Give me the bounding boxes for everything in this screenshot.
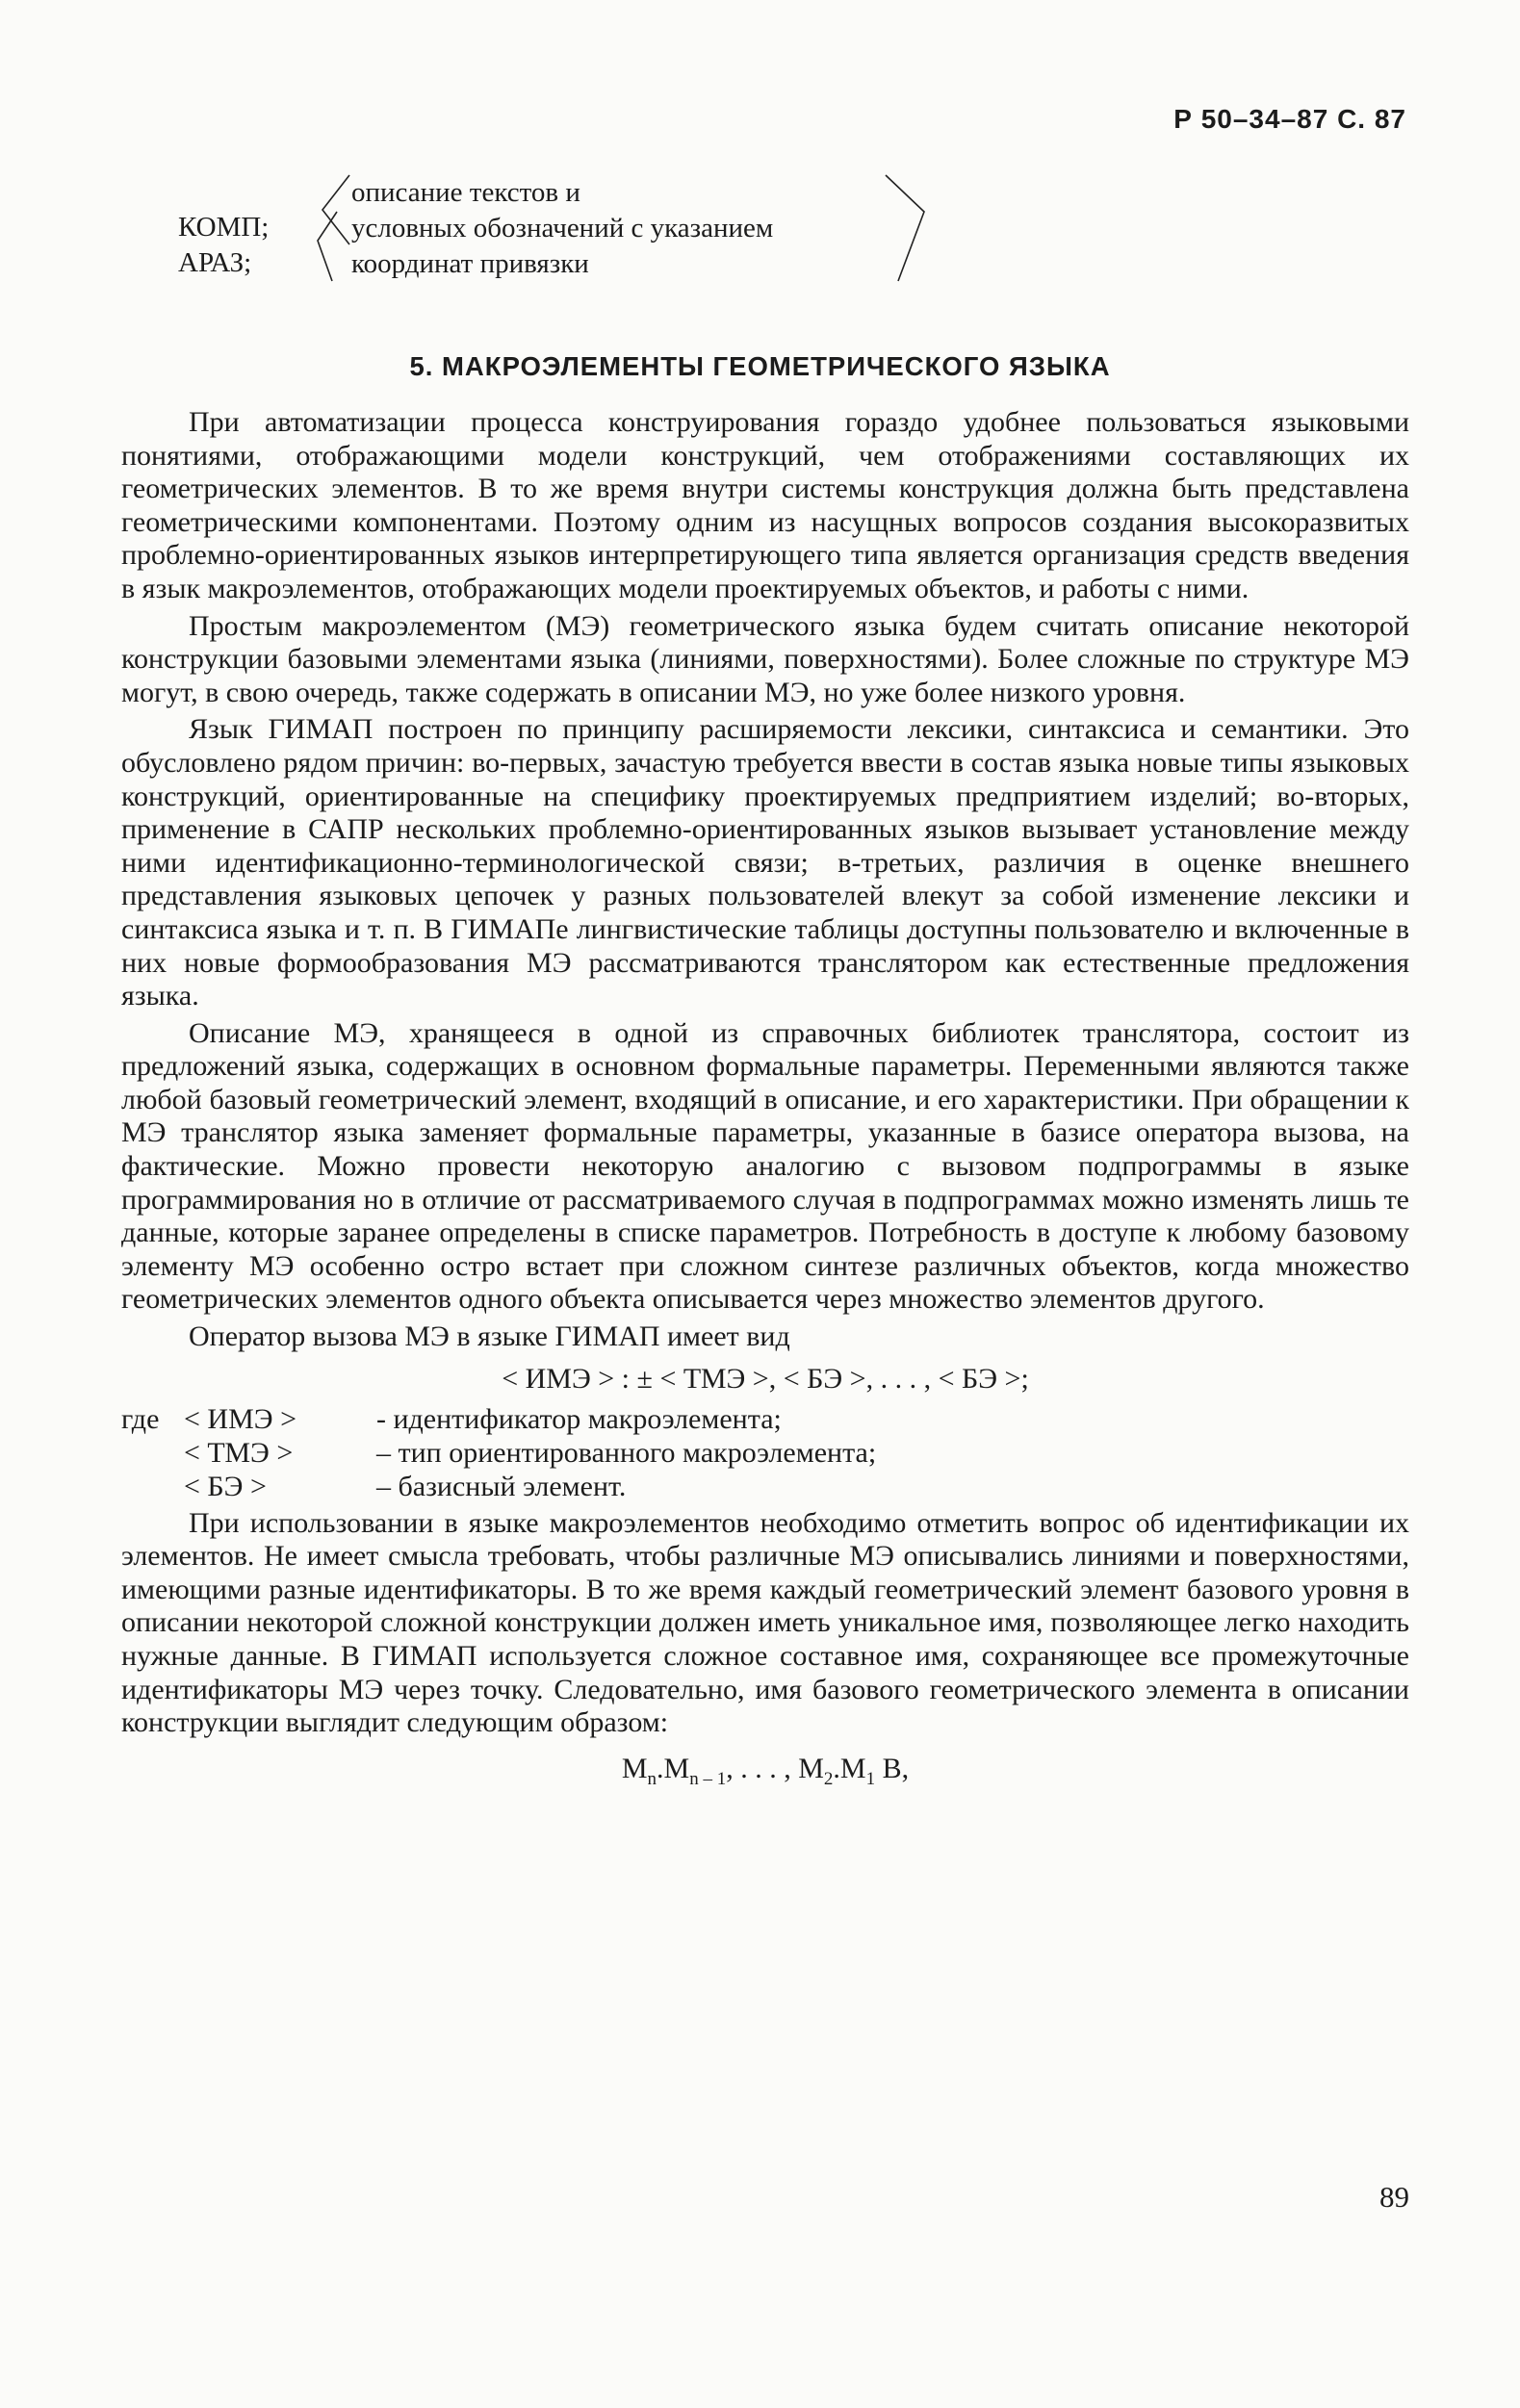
definitions-lead: где bbox=[121, 1402, 160, 1435]
komp-araz-block bbox=[178, 173, 929, 303]
definitions-list bbox=[121, 1402, 1409, 1503]
paragraph: Простым макроэлементом (МЭ) геометрического языка будем считать описание некоторой конструкции базовыми элементами языка (линиями, поверхностями). Более сложные по структуре МЭ могут, в свою очередь, также содержать в описании МЭ, но уже более низкого уровня. bbox=[121, 609, 1409, 708]
definition-row bbox=[121, 1470, 1409, 1503]
section-title: 5. МАКРОЭЛЕМЕНТЫ ГЕОМЕТРИЧЕСКОГО ЯЗЫКА bbox=[409, 351, 1111, 381]
komp-description bbox=[351, 175, 890, 282]
body-text bbox=[121, 406, 1409, 1801]
paragraph: Описание МЭ, хранящееся в одной из справочных библиотек транслятора, состоит из предложений языка, содержащих в основном формальные параметры. Переменными являются также любой базовый геометрический элемент, входящий в описание, и его характеристики. При обращении к МЭ транслятор языка заменяет формальные параметры, указанные в базисе оператора вызова, на фактические. Можно провести некоторую аналогию с вызовом подпрограммы в языке программирования но в отличие от рассматриваемого случая в подпрограммах можно изменять лишь те данные, которые заранее определены в списке параметров. Потребность в доступе к любому базовому элементу МЭ особенно остро встает при сложном синтезе различных объектов, когда множество геометрических элементов одного объекта описывается через множество элементов другого. bbox=[121, 1016, 1409, 1316]
left-bracket-top bbox=[322, 175, 349, 244]
komp-line: координат привязки bbox=[351, 248, 589, 279]
definition-desc: – тип ориентированного макроэлемента; bbox=[376, 1436, 877, 1469]
araz-code: АРАЗ; bbox=[178, 247, 252, 278]
definition-term: < ИМЭ > bbox=[184, 1402, 296, 1435]
paragraph: Оператор вызова МЭ в языке ГИМАП имеет вид bbox=[189, 1320, 790, 1353]
page-number: 89 bbox=[1379, 2180, 1409, 2214]
definition-row bbox=[121, 1402, 1409, 1436]
paragraph: Язык ГИМАП построен по принципу расширяемости лексики, синтаксиса и семантики. Это обусловлено рядом причин: во-первых, зачастую требуется ввести в состав языка новые типы языковых конструкций, ориентированные на специфику проектируемых предприятием изделий; во-вторых, применение в САПР нескольких проблемно-ориентированных языков вызывает установление между ними идентификационно-терминологической связи; в-третьих, различия в оценке внешнего представления языковых цепочек у разных пользователей влекут за собой изменение лексики и синтаксиса языка и т. п. В ГИМАПе лингвистические таблицы доступны пользователю и включенные в них новые формообразования МЭ рассматриваются транслятором как естественные предложения языка. bbox=[121, 713, 1409, 1012]
definition-term: < БЭ > bbox=[184, 1470, 267, 1502]
definition-desc: - идентификатор макроэлемента; bbox=[376, 1402, 782, 1435]
komp-code: КОМП; bbox=[178, 212, 270, 243]
definition-term: < ТМЭ > bbox=[184, 1436, 294, 1469]
name-formula: $M_n.M_{n - 1}$, . . . , $M_2.M_1$ B, bbox=[621, 1752, 910, 1789]
call-operator-formula: < ИМЭ > : ± < ТМЭ >, < БЭ >, . . . , < БЭ >; bbox=[502, 1362, 1029, 1395]
paragraph: При автоматизации процесса конструирования гораздо удобнее пользоваться языковыми понятиями, отображающими модели конструкций, чем отображениями составляющих их геометрических элементов. В то же время внутри системы конструкция должна быть представлена геометрическими компонентами. Поэтому одним из насущных вопросов создания высокоразвитых проблемно-ориентированных языков интерпретирующего типа является организация средств введения в язык макроэлементов, отображающих модели проектируемых объектов, и работы с ними. bbox=[121, 406, 1409, 604]
running-head: Р 50–34–87 С. 87 bbox=[1173, 104, 1406, 134]
komp-line: описание текстов и bbox=[351, 177, 580, 208]
definition-row bbox=[121, 1436, 1409, 1470]
right-bracket bbox=[886, 175, 924, 281]
paragraph: При использовании в языке макроэлементов необходимо отметить вопрос об идентификации их элементов. Не имеет смысла требовать, чтобы различные МЭ описывались линиями и поверхностями, имеющими разные идентификаторы. В то же время каждый геометрический элемент базового уровня в описании некоторой сложной конструкции должен иметь уникальное имя, позволяющее легко находить нужные данные. В ГИМАП используется сложное составное имя, сохраняющее все промежуточные идентификаторы МЭ через точку. Следовательно, имя базового геометрического элемента в описании конструкции выглядит следующим образом: bbox=[121, 1506, 1409, 1739]
definition-desc: – базисный элемент. bbox=[376, 1470, 627, 1502]
komp-codes bbox=[178, 210, 322, 281]
komp-line: условных обозначений с указанием bbox=[351, 213, 774, 243]
